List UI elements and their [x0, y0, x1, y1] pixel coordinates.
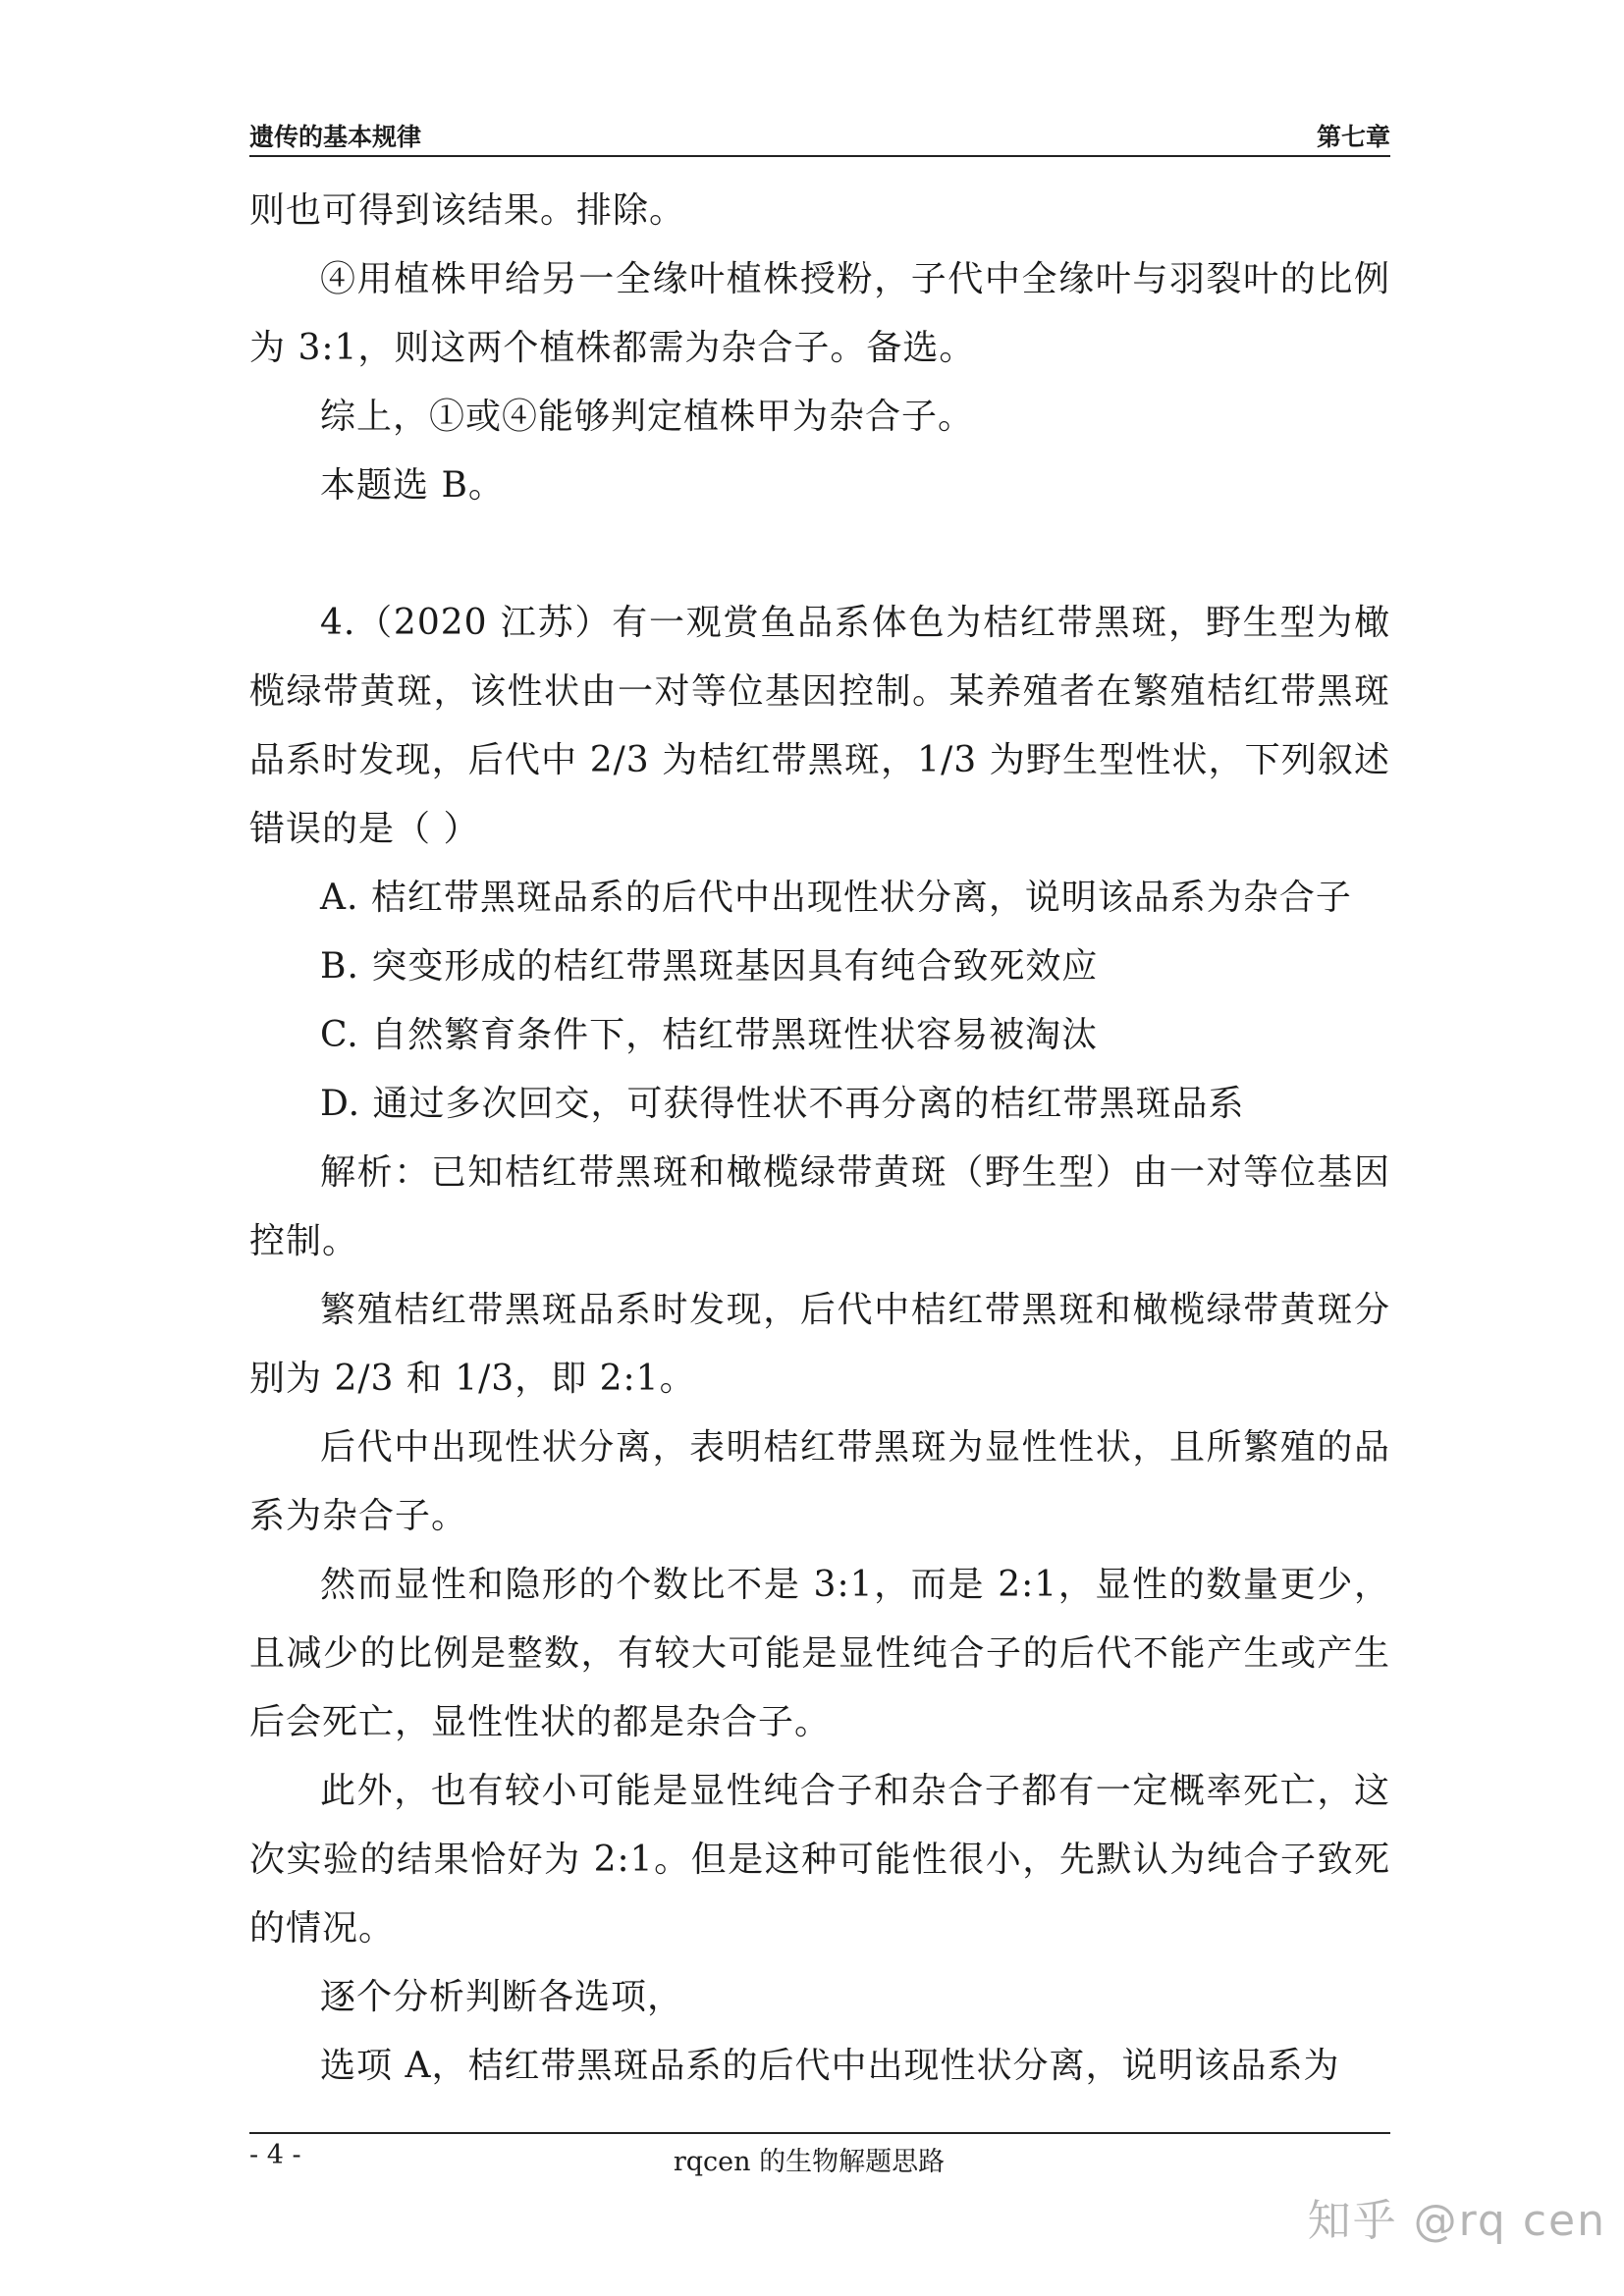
analysis-paragraph: 繁殖桔红带黑斑品系时发现，后代中桔红带黑斑和橄榄绿带黄斑分别为 2/3 和 1/3，即 2:1。 [249, 1290, 1390, 1399]
analysis-paragraph: 逐个分析判断各选项， [320, 1977, 684, 2017]
paragraph: 本题选 B。 [320, 465, 505, 506]
page-footer [249, 2140, 1390, 2179]
analysis-paragraph: 解析：已知桔红带黑斑和橄榄绿带黄斑（野生型）由一对等位基因控制。 [249, 1152, 1390, 1261]
analysis-paragraph: 后代中出现性状分离，表明桔红带黑斑为显性性状，且所繁殖的品系为杂合子。 [249, 1427, 1390, 1536]
option-c: C. 自然繁育条件下，桔红带黑斑性状容易被淘汰 [320, 1015, 1099, 1055]
question-stem: 4.（2020 江苏）有一观赏鱼品系体色为桔红带黑斑，野生型为橄榄绿带黄斑，该性状由一对等位基因控制。某养殖者在繁殖桔红带黑斑品系时发现，后代中 2/3 为桔红带黑斑，1/3 为野生型性状，下列叙述错误的是（ ） [249, 603, 1390, 849]
page-body [249, 177, 1390, 2101]
analysis-paragraph: 然而显性和隐形的个数比不是 3:1，而是 2:1，显性的数量更少，且减少的比例是整数，有较大可能是显性纯合子的后代不能产生或产生后会死亡，显性性状的都是杂合子。 [249, 1565, 1390, 1742]
analysis-paragraph: 此外，也有较小可能是显性纯合子和杂合子都有一定概率死亡，这次实验的结果恰好为 2:1。但是这种可能性很小，先默认为纯合子致死的情况。 [249, 1771, 1390, 1949]
option-d: D. 通过多次回交，可获得性状不再分离的桔红带黑斑品系 [320, 1084, 1245, 1124]
zhihu-watermark: 知乎 @rq cen [1307, 2196, 1606, 2246]
chapter-number: 第七章 [1316, 123, 1390, 151]
footer-divider [249, 2132, 1390, 2134]
page-number: - 4 - [249, 2140, 301, 2170]
option-a: A. 桔红带黑斑品系的后代中出现性状分离，说明该品系为杂合子 [320, 878, 1352, 918]
page-header [249, 110, 1390, 149]
paragraph: 综上，①或④能够判定植株甲为杂合子。 [320, 397, 975, 437]
footer-author: rqcen 的生物解题思路 [673, 2147, 946, 2177]
header-divider [249, 155, 1390, 157]
paragraph: 则也可得到该结果。排除。 [249, 190, 686, 231]
analysis-paragraph: 选项 A，桔红带黑斑品系的后代中出现性状分离，说明该品系为 [320, 2046, 1340, 2086]
paragraph: ④用植株甲给另一全缘叶植株授粉，子代中全缘叶与羽裂叶的比例为 3:1，则这两个植株都需为杂合子。备选。 [249, 259, 1390, 368]
spacer [249, 520, 1390, 589]
option-b: B. 突变形成的桔红带黑斑基因具有纯合致死效应 [320, 946, 1099, 987]
chapter-title: 遗传的基本规律 [249, 123, 422, 151]
